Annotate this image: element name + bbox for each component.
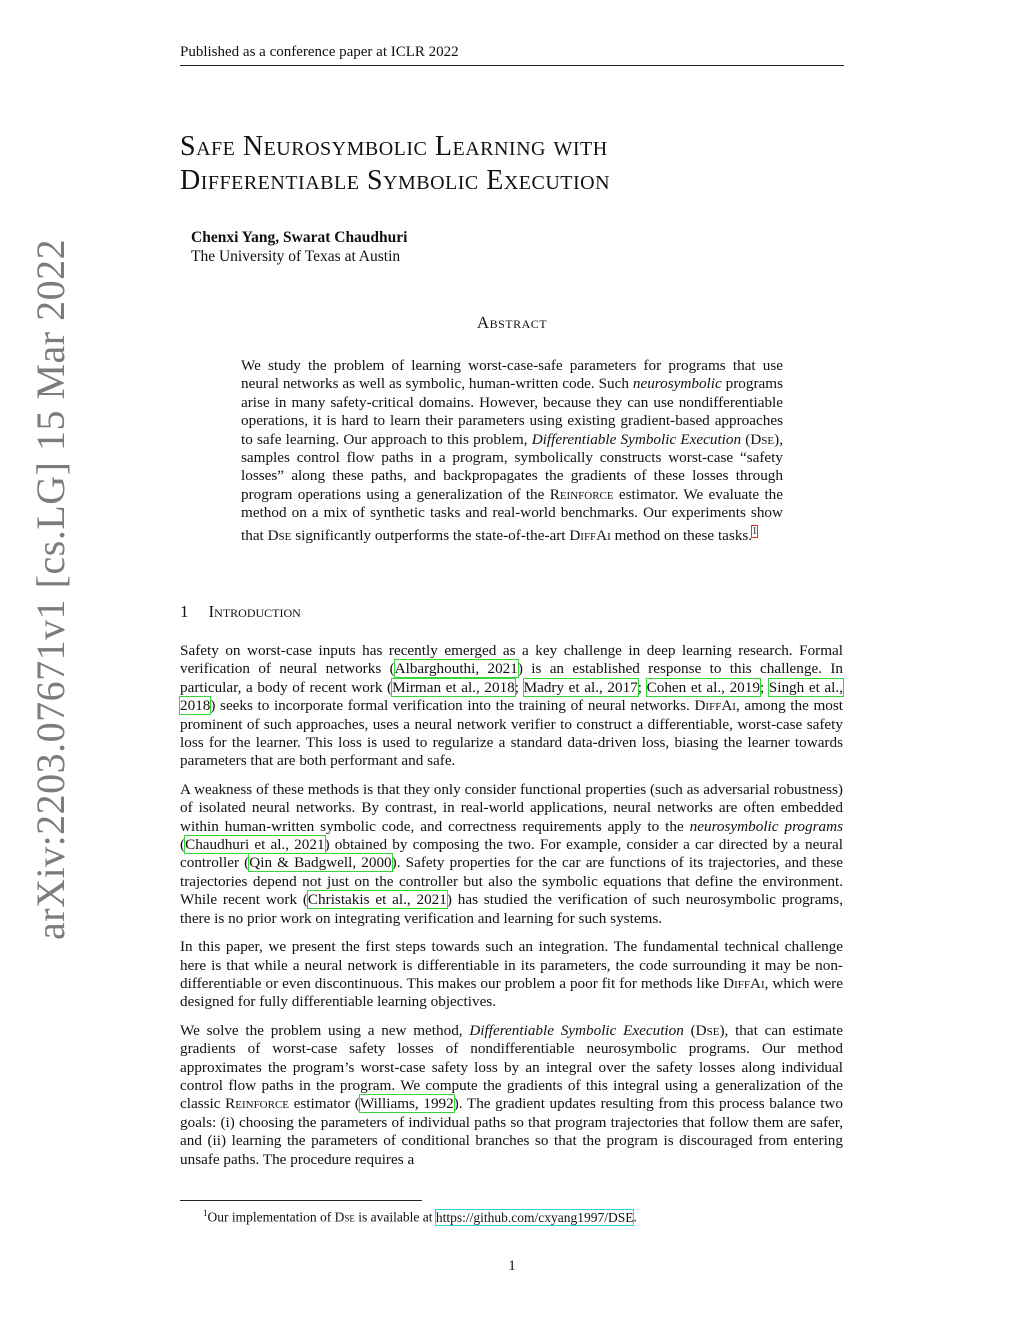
paragraph-1: Safety on worst-case inputs has recently emerged as a key challenge in deep learning research. Formal verification of neural networks (Albarghouthi, 2021) is an established response to this challenge. In particular, a body of recent work (Mirman et al., 2018; Madry et al., 2017; Cohen et al., 2019; Singh et al., 2018) seeks to incorporate formal verification into the training of neural networks. DiffAi, among the most prominent of such approaches, uses a neural network verifier to construct a differentiable, worst-case safety loss for the learner. This loss is used to regularize a standard data-driven loss, biasing the learner towards parameters that are both performant and safe. — [180, 642, 843, 770]
body-text — [180, 642, 843, 1179]
abstract-text: We study the problem of learning worst-case-safe parameters for programs that use neural networks as well as symbolic, human-written code. Such neurosymbolic programs arise in many safety-critical domains. However, because they can use nondifferentiable operations, it is hard to learn their parameters using existing gradient-based approaches to safe learning. Our approach to this problem, Differentiable Symbolic Execution (Dse), samples control flow paths in a program, symbolically constructs worst-case “safety losses” along these paths, and backpropagates the gradients of these losses through program operations using a generalization of the Reinforce estimator. We evaluate the method on a mix of synthetic tasks and real-world benchmarks. Our experiments show that Dse significantly outperforms the state-of-the-art DiffAi method on these tasks.$^1$ — [241, 357, 784, 544]
section-heading-introduction: 1 Introduction — [180, 602, 301, 621]
paragraph-3: In this paper, we present the first steps towards such an integration. The fundamental technical challenge here is that while a neural network is differentiable in its parameters, the code surrounding it may be non-differentiable or even discontinuous. This makes our problem a poor fit for methods like DiffAi, which were designed for fully differentiable learning objectives. — [180, 938, 843, 1011]
citation-christakis-2021[interactable]: Christakis et al., 2021 — [307, 891, 447, 909]
citation-williams-1992[interactable]: Williams, 1992 — [359, 1095, 454, 1113]
citation-albarghouthi-2021[interactable]: Albarghouthi, 2021 — [394, 660, 518, 678]
footnote-ref-1[interactable]: 1 — [752, 525, 758, 537]
citation-qin-badgwell-2000[interactable]: Qin & Badgwell, 2000 — [249, 854, 392, 872]
citation-cohen-2019[interactable]: Cohen et al., 2019 — [646, 678, 760, 696]
arxiv-identifier-stamp: arXiv:2203.07671v1 [cs.LG] 15 Mar 2022 — [28, 238, 73, 940]
paragraph-2: A weakness of these methods is that they only consider functional properties (such as adversarial robustness) of isolated neural networks. By contrast, in real-world applications, neural networks are often embedded within human-written symbolic code, and correctness requirements apply to the neurosymbolic programs (Chaudhuri et al., 2021) obtained by composing the two. For example, consider a car directed by a neural controller (Qin & Badgwell, 2000). Safety properties for the car are functions of its trajectories, and these trajectories depend not just on the controller but also the symbolic equations that define the environment. While recent work (Christakis et al., 2021) has studied the verification of such neurosymbolic programs, there is no prior work on integrating verification and learning for such systems. — [180, 780, 843, 927]
paragraph-4: We solve the problem using a new method, Differentiable Symbolic Execution (Dse), that can estimate gradients of worst-case safety losses of nondifferentiable neurosymbolic programs. Our method approximates the program’s worst-case safety loss by an integral over the safety losses along individual control flow paths in the program. We compute the gradients of this integral using a generalization of the classic Reinforce estimator (Williams, 1992). The gradient updates resulting from this process balance two goals: (i) choosing the parameters of individual paths so that program trajectories that follow them are safer, and (ii) learning the parameters of conditional branches so that the program is discouraged from entering unsafe paths. The procedure requires a — [180, 1021, 844, 1168]
abstract-heading: Abstract — [476, 313, 548, 332]
footnote-1: $^1$Our implementation of Dse is available at https://github.com/cxyang1997/DSE. — [203, 1208, 637, 1225]
paper-title — [180, 130, 880, 198]
author-names: Chenxi Yang, Swarat Chaudhuri — [191, 229, 408, 246]
citation-mirman-2018[interactable]: Mirman et al., 2018 — [392, 678, 515, 696]
running-header: Published as a conference paper at ICLR 2022 — [180, 44, 844, 66]
title-line-1: Safe Neurosymbolic Learning with — [180, 131, 608, 162]
citation-madry-2017[interactable]: Madry et al., 2017 — [523, 678, 638, 696]
footnote-divider — [180, 1200, 422, 1201]
affiliation: The University of Texas at Austin — [191, 248, 401, 265]
repository-link[interactable]: https://github.com/cxyang1997/DSE — [435, 1209, 634, 1225]
author-block — [191, 228, 407, 266]
title-line-2: Differentiable Symbolic Execution — [180, 165, 611, 196]
citation-chaudhuri-2021[interactable]: Chaudhuri et al., 2021 — [185, 836, 325, 854]
citation-singh-2018[interactable]: Singh et al., 2018 — [180, 678, 843, 715]
page-number: 1 — [508, 1258, 516, 1274]
